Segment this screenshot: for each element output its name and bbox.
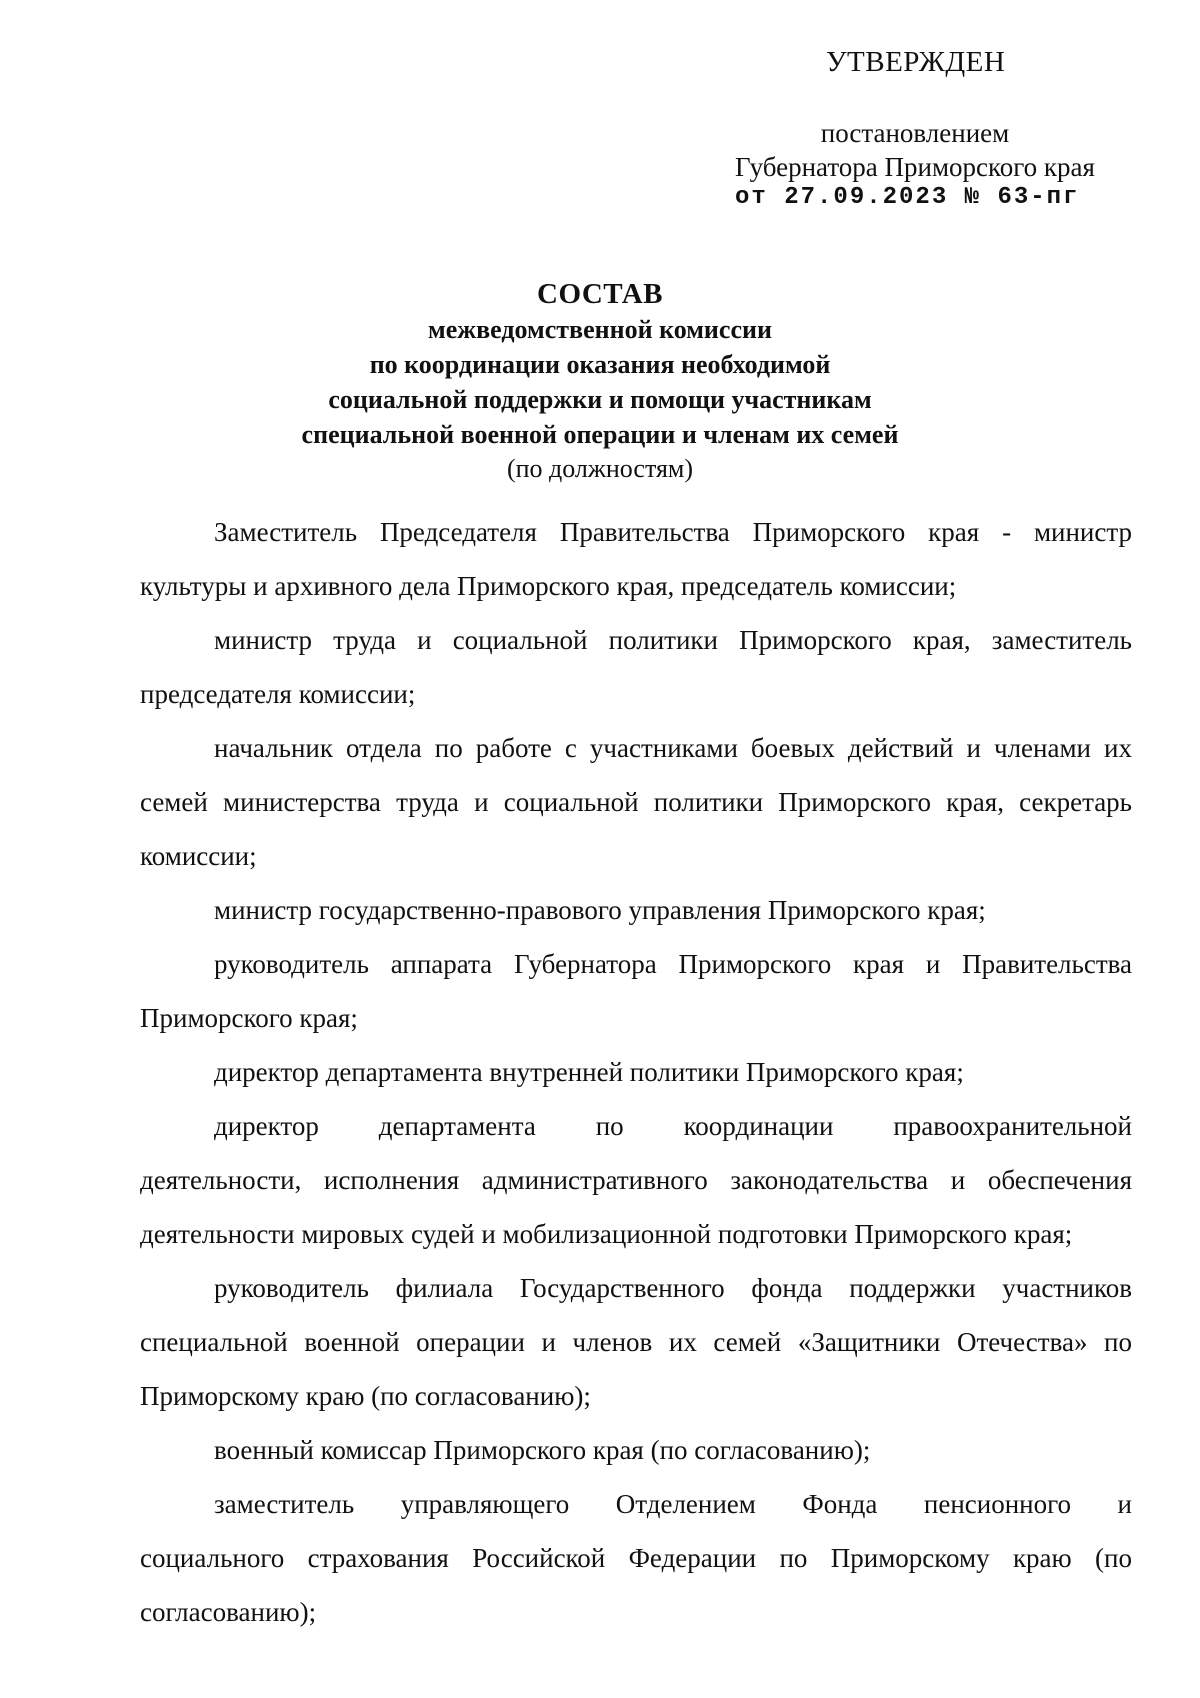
approval-line-2: Губернатора Приморского края: [735, 152, 1095, 182]
document-title: СОСТАВ: [537, 278, 663, 310]
member-item: руководитель аппарата Губернатора Приморского края и Правительства Приморского края;: [140, 949, 1132, 1033]
member-item: директор департамента по координации правоохранительной: [214, 1111, 1132, 1141]
members-list: [140, 505, 1132, 1639]
member-item: Заместитель Председателя Правительства Приморского края - министр культуры и архивного дела Приморского края, председатель комиссии;: [140, 517, 1132, 601]
document-subtitle-line-4: специальной военной операции и членам их семей: [301, 420, 899, 449]
member-item: министр государственно-правового управления Приморского края;: [214, 895, 986, 925]
approval-line-1: постановлением: [820, 118, 1010, 148]
document-heading: [150, 276, 1050, 486]
approval-date: от 27.09.2023 № 63-пг: [735, 184, 1080, 211]
document-subtitle-line-3: социальной поддержки и помощи участникам: [328, 385, 872, 414]
approval-block: [715, 116, 1115, 184]
member-item: военный комиссар Приморского края (по согласованию);: [214, 1435, 871, 1465]
member-item: начальник отдела по работе с участниками боевых действий и членами их семей министерства труда и социальной политики Приморского края, секретарь комиссии;: [140, 733, 1132, 871]
member-item-continuation: деятельности, исполнения административного законодательства и обеспечения деятельности мировых судей и мобилизационной подготовки Приморского края;: [140, 1165, 1132, 1249]
member-item-continuation: социального страхования Российской Федерации по Приморскому краю (по согласованию);: [140, 1543, 1132, 1627]
document-subtitle-line-2: по координации оказания необходимой: [369, 350, 831, 379]
member-item: министр труда и социальной политики Приморского края, заместитель председателя комиссии;: [140, 625, 1132, 709]
document-note: (по должностям): [506, 454, 694, 483]
member-item: заместитель управляющего Отделением Фонда пенсионного и: [214, 1489, 1132, 1519]
document-subtitle-line-1: межведомственной комиссии: [428, 315, 772, 344]
member-item: руководитель филиала Государственного фонда поддержки участников специальной военной операции и членов их семей «Защитники Отечества» по Приморскому краю (по согласованию);: [140, 1273, 1132, 1411]
member-item: директор департамента внутренней политики Приморского края;: [214, 1057, 964, 1087]
approval-title: УТВЕРЖДЕН: [826, 46, 1006, 78]
